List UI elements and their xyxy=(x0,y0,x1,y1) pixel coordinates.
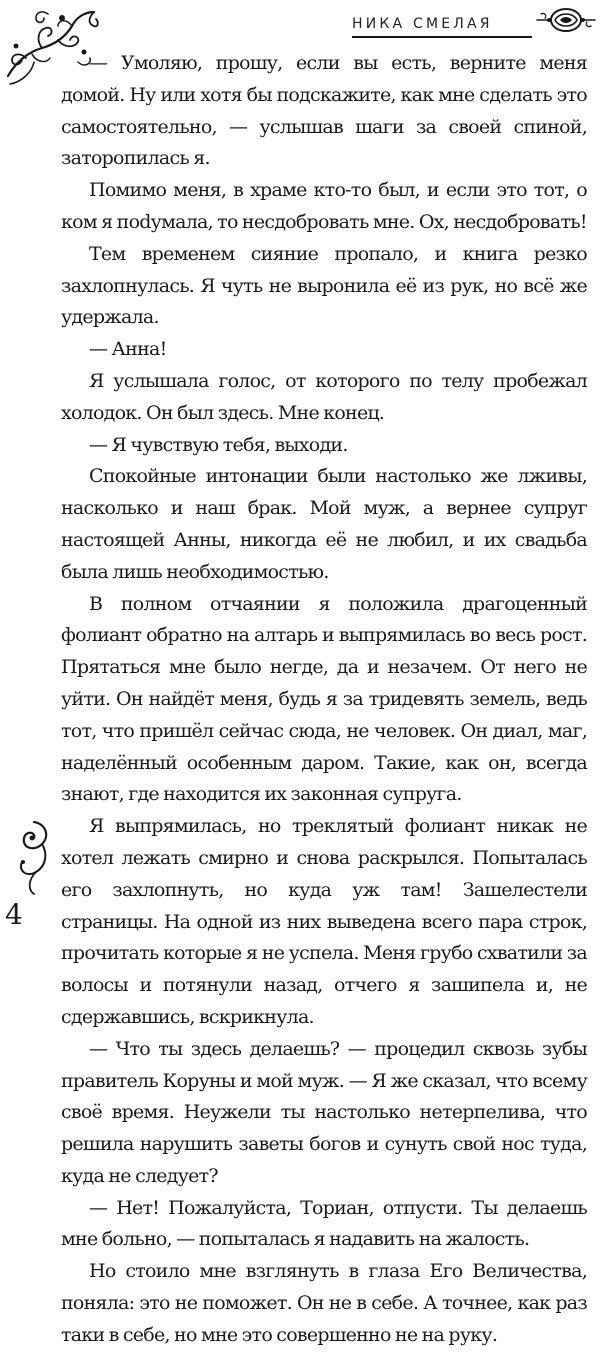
page-number: 4 xyxy=(5,898,23,931)
paragraph: Тем временем сияние пропало, и книга резко захлопнулась. Я чуть не выронила её из рук, но всё же удержала. xyxy=(61,242,587,329)
paragraph: — Я чувствую тебя, выходи. xyxy=(89,433,348,456)
body-text xyxy=(61,48,587,1352)
paragraph: — Анна! xyxy=(89,338,167,361)
paragraph: — Нет! Пожалуйста, Ториан, отпусти. Ты делаешь мне больно, — попыталась я надавить на жалость. xyxy=(61,1196,587,1251)
scroll-flourish-icon xyxy=(535,6,597,34)
paragraph: — Умоляю, прошу, если вы есть, верните меня домой. Ну или хотя бы подскажите, как мне сделать это самостоятельно, — услышав шаги за своей спиной, заторопилась я. xyxy=(61,52,587,170)
header-rule xyxy=(352,36,532,38)
running-title: НИКА СМЕЛАЯ xyxy=(352,16,493,32)
paragraph: Спокойные интонации были настолько же лживы, насколько и наш брак. Мой муж, а вернее супруг настоящей Анны, никогда её не любил, и их свадьба была лишь необходимостью. xyxy=(61,465,587,583)
paragraph: Но стоило мне взглянуть в глаза Его Величества, поняла: это не поможет. Он не в себе. А точнее, как раз таки в себе, но мне это совершенно не на руку. xyxy=(61,1260,587,1346)
paragraph: Помимо меня, в храме кто-то был, и если это тот, о ком я поdумала, то несдобровать мне. Ох, несдобровать! xyxy=(61,179,587,233)
paragraph: Я услышала голос, от которого по телу пробежал холодок. Он был здесь. Мне конец. xyxy=(61,369,587,424)
paragraph: — Что ты здесь делаешь? — процедил сквозь зубы правитель Коруны и мой муж. — Я же сказал, что всему своё время. Неужели ты настолько нетерпелива, что решила нарушить заветы богов и сунуть свой нос туда, куда не следует? xyxy=(61,1037,587,1187)
paragraph: Я выпрямилась, но треклятый фолиант никак не хотел лежать смирно и снова раскрылся. Попыталась его захлопнуть, но куда уж там! Зашелестели страницы. На одной из них выведена всего пара строк, прочитать которые я не успела. Меня грубо схватили за волосы и потянули назад, отчего я зашипела и, не сдержавшись, вскрикнула. xyxy=(61,815,587,1028)
paragraph: В полном отчаянии я положила драгоценный фолиант обратно на алтарь и выпрямилась во весь рост. Прятаться мне было негде, да и незачем. От него не уйти. Он найдёт меня, будь я за тридевять земель, ведь тот, что пришёл сейчас сюда, не человек. Он диал, маг, наделённый особенным даром. Такие, как он, всегда знают, где находится их законная супруга. xyxy=(61,592,587,806)
